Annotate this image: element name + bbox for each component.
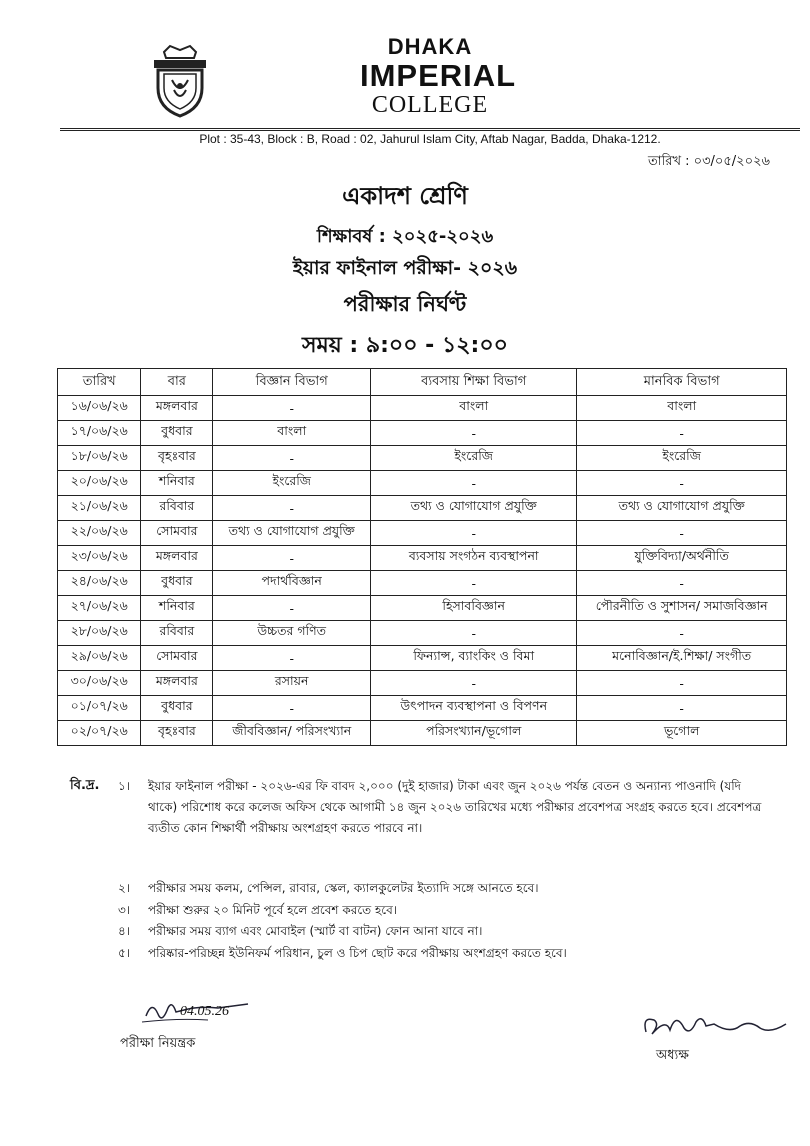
cell-day: বুধবার <box>141 571 213 596</box>
cell-business: ব্যবসায় সংগঠন ব্যবস্থাপনা <box>371 546 577 571</box>
table-body <box>58 396 787 746</box>
principal-signature <box>640 1008 790 1048</box>
cell-date: ২০/০৬/২৬ <box>58 471 141 496</box>
note-item <box>118 921 768 942</box>
cell-business: বাংলা <box>371 396 577 421</box>
cell-date: ২৩/০৬/২৬ <box>58 546 141 571</box>
cell-humanities: - <box>577 471 787 496</box>
header-humanities: মানবিক বিভাগ <box>577 369 787 396</box>
cell-business: - <box>371 421 577 446</box>
note-number: ৫। <box>118 946 131 960</box>
college-crest-icon <box>150 44 210 118</box>
cell-science: - <box>213 596 371 621</box>
cell-day: বুধবার <box>141 696 213 721</box>
note-text: পরীক্ষার সময় ব্যাগ এবং মোবাইল (স্মার্ট বা বাটন) ফোন আনা যাবে না। <box>148 924 483 938</box>
note-item <box>118 878 768 899</box>
college-name-line2: IMPERIAL <box>360 58 517 93</box>
principal-label: অধ্যক্ষ <box>656 1048 689 1063</box>
signature-date: 04.05.26 <box>180 1004 229 1019</box>
table-row <box>58 646 787 671</box>
header-science: বিজ্ঞান বিভাগ <box>213 369 371 396</box>
cell-business: - <box>371 521 577 546</box>
table-row <box>58 596 787 621</box>
cell-humanities: - <box>577 671 787 696</box>
table-row <box>58 521 787 546</box>
note-item <box>118 900 768 921</box>
exam-title: ইয়ার ফাইনাল পরীক্ষা- ২০২৬ <box>292 257 518 279</box>
cell-humanities: মনোবিজ্ঞান/ই.শিক্ষা/ সংগীত <box>577 646 787 671</box>
cell-date: ০২/০৭/২৬ <box>58 721 141 746</box>
exam-time: সময় : ৯:০০ - ১২:০০ <box>302 333 508 358</box>
notes-label: বি.দ্র. <box>70 778 100 793</box>
cell-business: তথ্য ও যোগাযোগ প্রযুক্তি <box>371 496 577 521</box>
table-row <box>58 571 787 596</box>
class-title: একাদশ শ্রেণি <box>342 182 468 210</box>
header-business: ব্যবসায় শিক্ষা বিভাগ <box>371 369 577 396</box>
header-divider <box>60 128 800 131</box>
exam-schedule-table <box>57 368 787 746</box>
cell-day: বৃহঃবার <box>141 446 213 471</box>
cell-science: তথ্য ও যোগাযোগ প্রযুক্তি <box>213 521 371 546</box>
cell-science: - <box>213 446 371 471</box>
cell-business: পরিসংখ্যান/ভূগোল <box>371 721 577 746</box>
cell-science: - <box>213 496 371 521</box>
schedule-title: পরীক্ষার নির্ঘণ্ট <box>343 292 467 316</box>
cell-humanities: ভূগোল <box>577 721 787 746</box>
notice-date: তারিখ : ০৩/০৫/২০২৬ <box>648 154 770 169</box>
table-row <box>58 696 787 721</box>
cell-business: হিসাববিজ্ঞান <box>371 596 577 621</box>
note-item <box>118 943 768 964</box>
cell-date: ২২/০৬/২৬ <box>58 521 141 546</box>
table-row <box>58 396 787 421</box>
cell-day: মঙ্গলবার <box>141 546 213 571</box>
table-row <box>58 621 787 646</box>
table-row <box>58 471 787 496</box>
cell-day: বুধবার <box>141 421 213 446</box>
college-name-line1: DHAKA <box>387 34 473 59</box>
cell-science: ইংরেজি <box>213 471 371 496</box>
cell-date: ২৭/০৬/২৬ <box>58 596 141 621</box>
cell-science: - <box>213 546 371 571</box>
college-address: Plot : 35-43, Block : B, Road : 02, Jahurul Islam City, Aftab Nagar, Badda, Dhaka-1212. <box>199 132 661 146</box>
cell-day: মঙ্গলবার <box>141 396 213 421</box>
cell-humanities: - <box>577 521 787 546</box>
cell-day: বৃহঃবার <box>141 721 213 746</box>
cell-humanities: - <box>577 571 787 596</box>
table-header-row <box>58 369 787 396</box>
exam-controller-label: পরীক্ষা নিয়ন্ত্রক <box>120 1036 196 1051</box>
session-title: শিক্ষাবর্ষ : ২০২৫-২০২৬ <box>316 226 494 247</box>
table-row <box>58 421 787 446</box>
note-number: ১। <box>118 779 131 793</box>
college-name <box>360 34 517 118</box>
cell-business: - <box>371 571 577 596</box>
cell-humanities: তথ্য ও যোগাযোগ প্রযুক্তি <box>577 496 787 521</box>
cell-day: শনিবার <box>141 471 213 496</box>
cell-business: উৎপাদন ব্যবস্থাপনা ও বিপণন <box>371 696 577 721</box>
cell-date: ১৭/০৬/২৬ <box>58 421 141 446</box>
note-number: ২। <box>118 881 131 895</box>
cell-science: - <box>213 396 371 421</box>
cell-business: ইংরেজি <box>371 446 577 471</box>
table-row <box>58 446 787 471</box>
cell-date: ২৮/০৬/২৬ <box>58 621 141 646</box>
cell-business: ফিন্যান্স, ব্যাংকিং ও বিমা <box>371 646 577 671</box>
header-date: তারিখ <box>58 369 141 396</box>
cell-date: ২৯/০৬/২৬ <box>58 646 141 671</box>
cell-science: পদার্থবিজ্ঞান <box>213 571 371 596</box>
cell-science: উচ্চতর গণিত <box>213 621 371 646</box>
cell-humanities: বাংলা <box>577 396 787 421</box>
cell-science: জীববিজ্ঞান/ পরিসংখ্যান <box>213 721 371 746</box>
note-number: ৩। <box>118 903 131 917</box>
cell-humanities: ইংরেজি <box>577 446 787 471</box>
cell-day: মঙ্গলবার <box>141 671 213 696</box>
note-text: পরীক্ষার সময় কলম, পেন্সিল, রাবার, স্কেল, ক্যালকুলেটর ইত্যাদি সঙ্গে আনতে হবে। <box>148 881 539 895</box>
cell-date: ১৬/০৬/২৬ <box>58 396 141 421</box>
cell-day: রবিবার <box>141 621 213 646</box>
note-text: ইয়ার ফাইনাল পরীক্ষা - ২০২৬-এর ফি বাবদ ২,০০০ (দুই হাজার) টাকা এবং জুন ২০২৬ পর্যন্ত বেতন ও অন্যান্য পাওনাদি (যদি থাকে) পরিশোধ করে কলেজ অফিস থেকে আগামী ১৪ জুন ২০২৬ তারিখের মধ্যে পরীক্ষার প্রবেশপত্র সংগ্রহ করতে হবে। প্রবেশপত্র ব্যতীত কোন শিক্ষার্থী পরীক্ষায় অংশগ্রহণ করতে পারবে না। <box>148 779 762 835</box>
note-number: ৪। <box>118 924 131 938</box>
cell-business: - <box>371 621 577 646</box>
cell-business: - <box>371 471 577 496</box>
cell-day: রবিবার <box>141 496 213 521</box>
cell-science: রসায়ন <box>213 671 371 696</box>
college-name-line3: COLLEGE <box>371 92 489 118</box>
table-row <box>58 546 787 571</box>
table-row <box>58 721 787 746</box>
cell-date: ৩০/০৬/২৬ <box>58 671 141 696</box>
cell-humanities: - <box>577 421 787 446</box>
cell-date: ০১/০৭/২৬ <box>58 696 141 721</box>
cell-day: শনিবার <box>141 596 213 621</box>
table-row <box>58 671 787 696</box>
cell-humanities: পৌরনীতি ও সুশাসন/ সমাজবিজ্ঞান <box>577 596 787 621</box>
cell-day: সোমবার <box>141 646 213 671</box>
header-day: বার <box>141 369 213 396</box>
cell-humanities: যুক্তিবিদ্যা/অর্থনীতি <box>577 546 787 571</box>
cell-science: - <box>213 646 371 671</box>
cell-date: ১৮/০৬/২৬ <box>58 446 141 471</box>
cell-day: সোমবার <box>141 521 213 546</box>
cell-business: - <box>371 671 577 696</box>
cell-humanities: - <box>577 696 787 721</box>
table-row <box>58 496 787 521</box>
cell-date: ২৪/০৬/২৬ <box>58 571 141 596</box>
note-item <box>118 776 768 839</box>
cell-date: ২১/০৬/২৬ <box>58 496 141 521</box>
cell-humanities: - <box>577 621 787 646</box>
cell-science: - <box>213 696 371 721</box>
cell-science: বাংলা <box>213 421 371 446</box>
note-text: পরীক্ষা শুরুর ২০ মিনিট পূর্বে হলে প্রবেশ করতে হবে। <box>148 903 398 917</box>
note-text: পরিষ্কার-পরিচ্ছন্ন ইউনিফর্ম পরিধান, চুল ও চিপ ছোট করে পরীক্ষায় অংশগ্রহণ করতে হবে। <box>148 946 567 960</box>
